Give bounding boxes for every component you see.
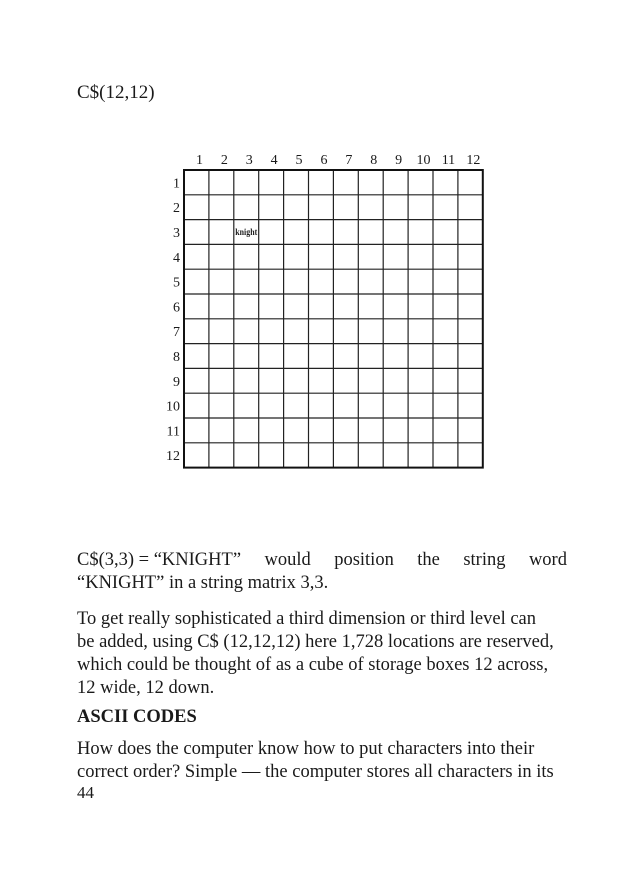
paragraph-3 [77,738,567,784]
row-label: 5 [173,275,180,291]
row-label: 4 [173,250,180,266]
paragraph-line: which could be thought of as a cube of storage boxes 12 across, [77,655,549,675]
column-label: 2 [220,153,228,168]
column-label: 11 [441,153,456,168]
column-label: 10 [416,153,431,168]
paragraph-line: 12 wide, 12 down. [77,678,215,698]
column-label: 3 [245,153,253,168]
p1-word: string [463,550,506,570]
p1-word: word [528,550,567,570]
p1-word: the [417,550,440,570]
paragraph-1-line-1 [77,549,567,572]
paragraph-line: To get really sophisticated a third dimension or third level can [77,609,537,629]
row-label: 10 [166,399,180,415]
p1-word: C$(3,3) = “KNIGHT” [77,550,242,570]
column-label: 5 [295,153,303,168]
row-label: 11 [166,424,180,440]
row-label: 2 [173,201,180,217]
section-heading: ASCII CODES [77,707,197,727]
page-number: 44 [77,783,94,802]
row-label: 8 [173,350,180,365]
paragraph-1-line-2: “KNIGHT” in a string matrix 3,3. [77,573,329,593]
column-label: 12 [466,153,481,168]
column-label: 4 [270,153,278,168]
paragraph-line: correct order? Simple — the computer stores all characters in its [77,762,554,782]
column-label: 1 [195,153,203,168]
row-label: 9 [173,374,180,390]
row-label: 7 [173,325,180,341]
column-label: 9 [395,153,403,168]
row-label: 3 [173,226,180,241]
p1-word: would [264,550,311,570]
row-label: 6 [173,300,180,316]
row-label: 12 [166,449,180,465]
paragraph-line: be added, using C$ (12,12,12) here 1,728 locations are reserved, [77,632,554,652]
row-label: 1 [173,176,180,192]
p1-word: position [334,550,394,570]
cell-entry-text: knight [235,227,258,237]
paragraph-line: How does the computer know how to put characters into their [77,739,535,759]
matrix-heading: C$(12,12) [77,82,155,103]
column-label: 8 [370,153,378,168]
column-label: 7 [345,153,353,168]
paragraph-2 [77,608,567,700]
column-label: 6 [320,153,328,168]
